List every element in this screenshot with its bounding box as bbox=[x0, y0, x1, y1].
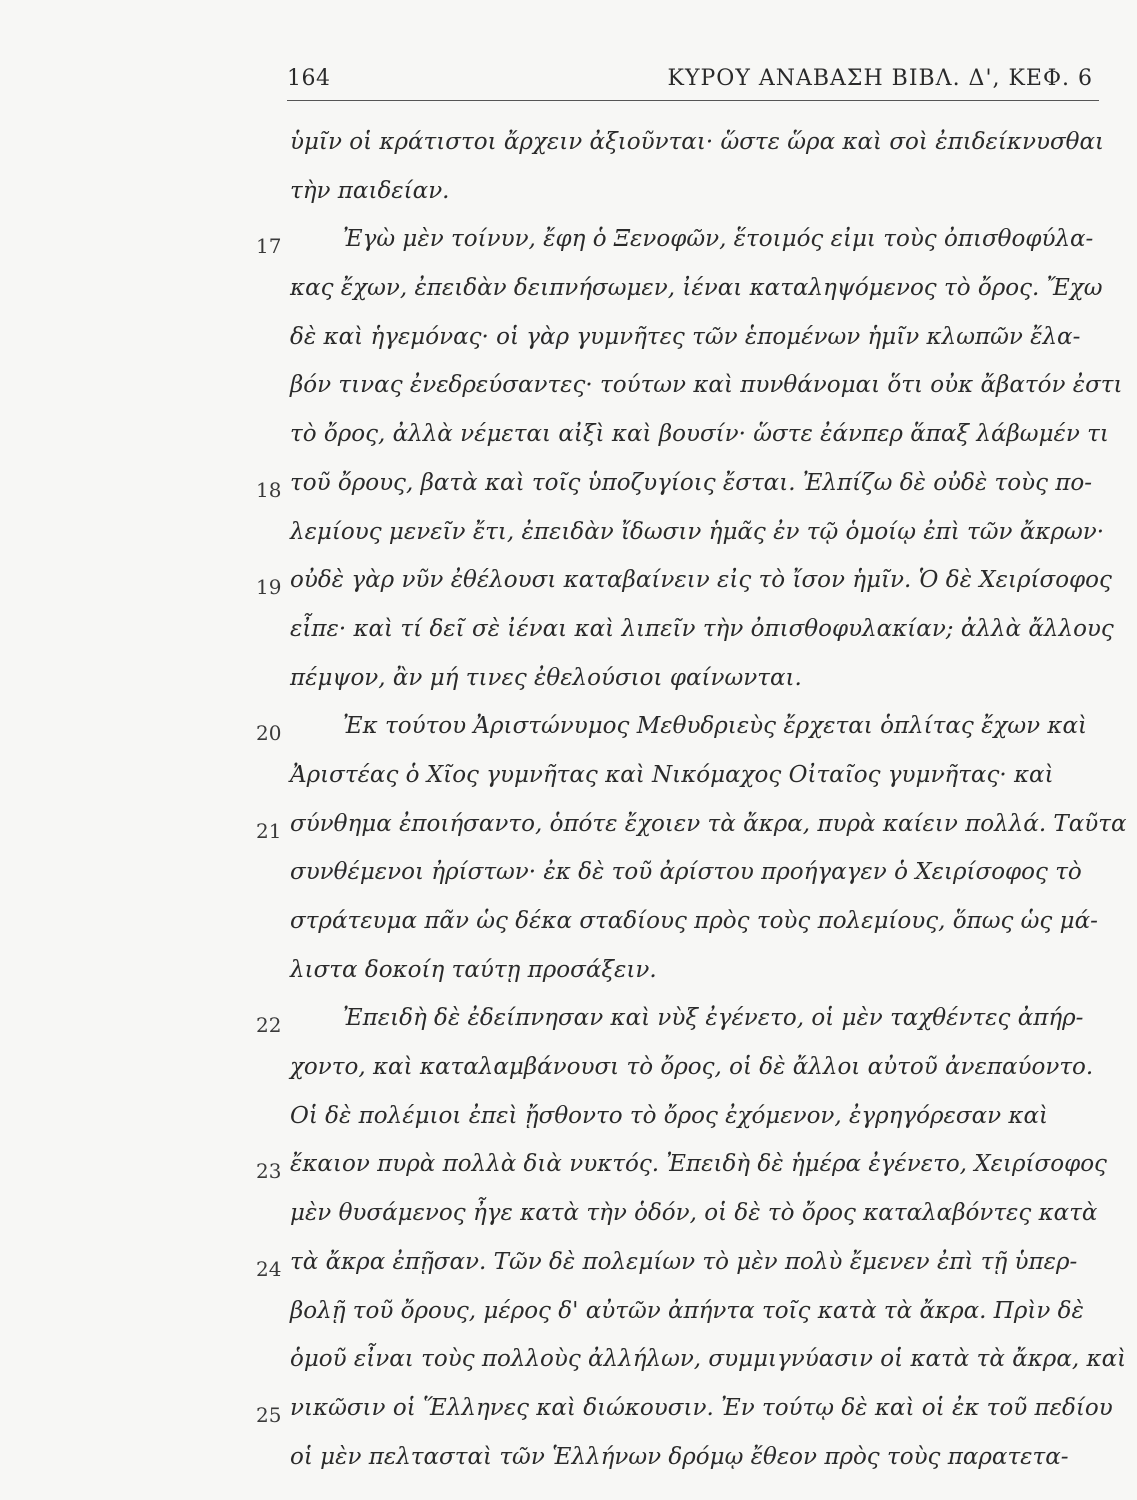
section-number: 24 bbox=[256, 1256, 282, 1281]
line-text: ἔκαιον πυρὰ πολλὰ διὰ νυκτός. Ἐπειδὴ δὲ ἡμέρα ἐγένετο, Χειρίσοφος bbox=[290, 1151, 1107, 1178]
line-text: οἱ μὲν πελτασταὶ τῶν Ἑλλήνων δρόμῳ ἔθεον πρὸς τοὺς παρατετα- bbox=[290, 1443, 1069, 1470]
text-line bbox=[0, 318, 1137, 367]
line-text: Ἐκ τούτου Ἀριστώνυμος Μεθυδριεὺς ἔρχεται ὁπλίτας ἔχων καὶ bbox=[343, 713, 1088, 740]
text-line bbox=[0, 1048, 1137, 1097]
line-text: Ἐγὼ μὲν τοίνυν, ἔφη ὁ Ξενοφῶν, ἕτοιμός εἰμι τοὺς ὀπισθοφύλα- bbox=[343, 226, 1094, 253]
text-line bbox=[0, 1097, 1137, 1146]
section-number: 25 bbox=[256, 1402, 282, 1427]
text-line bbox=[0, 1389, 1137, 1438]
line-text: σύνθημα ἐποιήσαντο, ὁπότε ἔχοιεν τὰ ἄκρα, πυρὰ καίειν πολλά. Ταῦτα bbox=[290, 810, 1127, 837]
text-line bbox=[0, 805, 1137, 854]
text-line bbox=[0, 707, 1137, 756]
text-line bbox=[0, 951, 1137, 1000]
text-line bbox=[0, 1243, 1137, 1292]
line-text: δὲ καὶ ἡγεμόνας· οἱ γὰρ γυμνῆτες τῶν ἑπομένων ἡμῖν κλωπῶν ἔλα- bbox=[290, 323, 1081, 350]
text-line bbox=[0, 464, 1137, 513]
text-line bbox=[0, 1292, 1137, 1341]
line-text: Ἐπειδὴ δὲ ἐδείπνησαν καὶ νὺξ ἐγένετο, οἱ μὲν ταχθέντες ἀπήρ- bbox=[343, 1005, 1084, 1032]
section-number: 22 bbox=[256, 1013, 282, 1038]
text-line bbox=[0, 415, 1137, 464]
line-text: μὲν θυσάμενος ἦγε κατὰ τὴν ὁδόν, οἱ δὲ τὸ ὄρος καταλαβόντες κατὰ bbox=[290, 1200, 1098, 1227]
text-line bbox=[0, 1340, 1137, 1389]
section-number: 20 bbox=[256, 721, 282, 746]
text-line bbox=[0, 1438, 1137, 1487]
line-text: τὴν παιδείαν. bbox=[290, 177, 450, 204]
text-line bbox=[0, 1194, 1137, 1243]
text-line bbox=[0, 561, 1137, 610]
line-text: Ἀριστέας ὁ Χῖος γυμνῆτας καὶ Νικόμαχος Οἰταῖος γυμνῆτας· καὶ bbox=[290, 761, 1054, 788]
line-text: λιστα δοκοίη ταύτῃ προσάξειν. bbox=[290, 956, 657, 983]
text-line bbox=[0, 513, 1137, 562]
line-text: λεμίους μενεῖν ἔτι, ἐπειδὰν ἴδωσιν ἡμᾶς ἐν τῷ ὁμοίῳ ἐπὶ τῶν ἄκρων· bbox=[290, 518, 1105, 545]
text-line bbox=[0, 366, 1137, 415]
text-line bbox=[0, 269, 1137, 318]
section-number: 21 bbox=[256, 818, 282, 843]
text-line bbox=[0, 999, 1137, 1048]
line-text: εἶπε· καὶ τί δεῖ σὲ ἰέναι καὶ λιπεῖν τὴν ὀπισθοφυλακίαν; ἀλλὰ ἄλλους bbox=[290, 615, 1114, 642]
line-text: βολῇ τοῦ ὄρους, μέρος δ' αὐτῶν ἀπήντα τοῖς κατὰ τὰ ἄκρα. Πρὶν δὲ bbox=[290, 1297, 1084, 1324]
text-line bbox=[0, 1145, 1137, 1194]
line-text: νικῶσιν οἱ Ἕλληνες καὶ διώκουσιν. Ἐν τούτῳ δὲ καὶ οἱ ἐκ τοῦ πεδίου bbox=[290, 1394, 1113, 1421]
text-line bbox=[0, 610, 1137, 659]
line-text: πέμψον, ἂν μή τινες ἐθελούσιοι φαίνωνται. bbox=[290, 664, 802, 691]
section-number: 19 bbox=[256, 575, 282, 600]
line-text: συνθέμενοι ἠρίστων· ἐκ δὲ τοῦ ἀρίστου προήγαγεν ὁ Χειρίσοφος τὸ bbox=[290, 859, 1082, 886]
line-text: οὐδὲ γὰρ νῦν ἐθέλουσι καταβαίνειν εἰς τὸ ἴσον ἡμῖν. Ὁ δὲ Χειρίσοφος bbox=[290, 567, 1112, 594]
line-text: τὸ ὄρος, ἀλλὰ νέμεται αἰξὶ καὶ βουσίν· ὥστε ἐάνπερ ἅπαξ λάβωμέν τι bbox=[290, 421, 1109, 448]
line-text: ὑμῖν οἱ κράτιστοι ἄρχειν ἀξιοῦνται· ὥστε ὥρα καὶ σοὶ ἐπιδείκνυσθαι bbox=[290, 129, 1105, 155]
line-text: χοντο, καὶ καταλαμβάνουσι τὸ ὄρος, οἱ δὲ ἄλλοι αὐτοῦ ἀνεπαύοντο. bbox=[290, 1054, 1094, 1081]
greek-text-body bbox=[0, 123, 1137, 1486]
text-line bbox=[0, 172, 1137, 221]
text-line bbox=[0, 756, 1137, 805]
line-text: τὰ ἄκρα ἐπῇσαν. Τῶν δὲ πολεμίων τὸ μὲν πολὺ ἔμενεν ἐπὶ τῇ ὑπερ- bbox=[290, 1248, 1078, 1275]
text-line bbox=[0, 853, 1137, 902]
text-line bbox=[0, 902, 1137, 951]
running-title: ΚΥΡΟΥ ΑΝΑΒΑΣΗ ΒΙΒΛ. Δ', ΚΕΦ. 6 bbox=[667, 66, 1093, 91]
text-line bbox=[0, 220, 1137, 269]
line-text: ὁμοῦ εἶναι τοὺς πολλοὺς ἀλλήλων, συμμιγνύασιν οἱ κατὰ τὰ ἄκρα, καὶ bbox=[290, 1346, 1127, 1373]
text-line bbox=[0, 659, 1137, 708]
text-line bbox=[0, 123, 1137, 172]
page-number: 164 bbox=[287, 66, 331, 91]
line-text: Οἱ δὲ πολέμιοι ἐπεὶ ᾔσθοντο τὸ ὄρος ἐχόμενον, ἐγρηγόρεσαν καὶ bbox=[290, 1102, 1049, 1129]
line-text: στράτευμα πᾶν ὡς δέκα σταδίους πρὸς τοὺς πολεμίους, ὅπως ὡς μά- bbox=[290, 908, 1098, 934]
line-text: τοῦ ὄρους, βατὰ καὶ τοῖς ὑποζυγίοις ἔσται. Ἐλπίζω δὲ οὐδὲ τοὺς πο- bbox=[290, 469, 1093, 496]
line-text: κας ἔχων, ἐπειδὰν δειπνήσωμεν, ἰέναι καταληψόμενος τὸ ὄρος. Ἔχω bbox=[290, 275, 1103, 302]
section-number: 18 bbox=[256, 477, 282, 502]
section-number: 17 bbox=[256, 234, 282, 259]
page-header bbox=[287, 60, 1099, 101]
line-text: βόν τινας ἐνεδρεύσαντες· τούτων καὶ πυνθάνομαι ὅτι οὐκ ἄβατόν ἐστι bbox=[290, 372, 1123, 399]
section-number: 23 bbox=[256, 1159, 282, 1184]
